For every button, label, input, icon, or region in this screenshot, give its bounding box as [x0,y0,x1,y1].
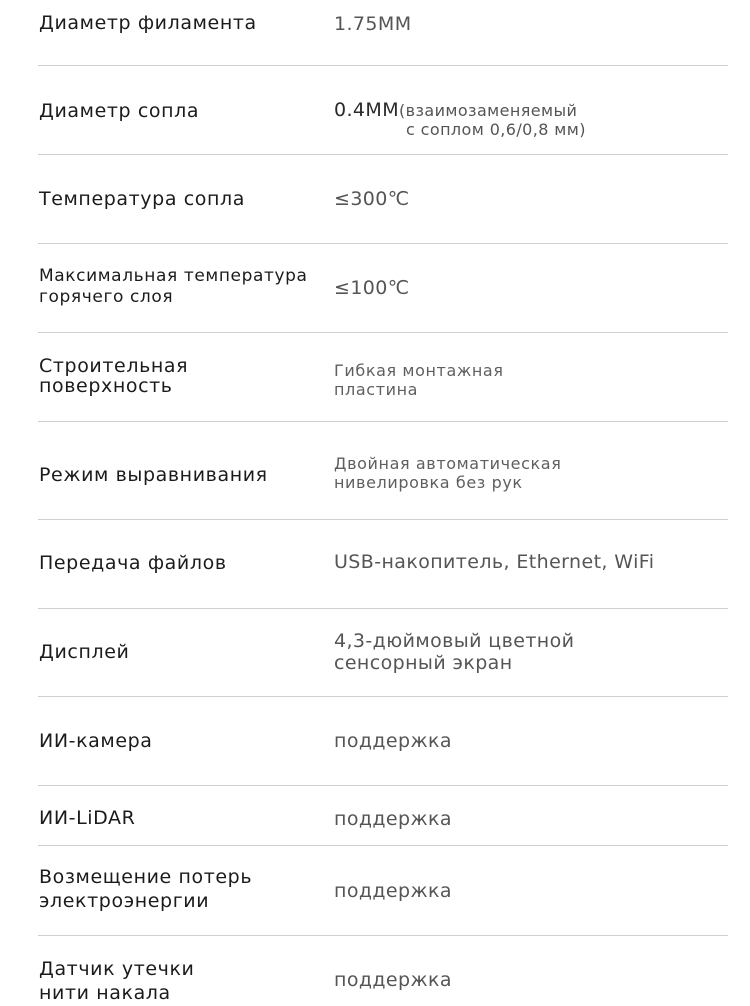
spec-value: поддержка [334,880,452,902]
spec-value: поддержка [334,808,452,830]
spec-label: Диаметр филамента [39,12,257,34]
spec-row-ai-camera [38,697,728,786]
spec-value-main: 0.4ММ [334,99,400,121]
spec-label-line: Возмещение потерь [39,866,253,888]
spec-row-hotbed-temperature [38,244,728,333]
spec-value [334,454,561,492]
spec-value-note: (взаимозаменяемый [399,101,578,120]
spec-value: 1.75ММ [334,13,412,35]
spec-label: ИИ-LiDAR [39,807,136,829]
spec-label [39,957,195,1005]
spec-value: ≤300℃ [334,188,410,210]
spec-label: Дисплей [39,641,130,663]
spec-label-line: электроэнергии [39,890,210,912]
spec-row-display [38,609,728,697]
spec-value-line: Двойная автоматическая [334,454,562,473]
spec-value-line: Гибкая монтажная [334,361,504,380]
spec-row-build-surface [38,333,728,422]
spec-label: ИИ-камера [39,730,153,752]
spec-value-line: сенсорный экран [334,652,513,674]
spec-label: Режим выравнивания [39,464,268,486]
spec-value: поддержка [334,730,452,752]
spec-label-line: Датчик утечки [39,958,195,980]
spec-row-file-transfer [38,520,728,609]
spec-label-line: Строительная [39,355,189,377]
spec-label-line: нити накала [39,982,171,1004]
spec-label-line: поверхность [39,375,173,397]
spec-label [39,266,308,308]
spec-row-ai-lidar [38,786,728,846]
spec-value: ≤100℃ [334,277,410,299]
spec-label: Температура сопла [39,188,245,210]
spec-value-line: нивелировка без рук [334,473,523,492]
spec-row-filament-sensor [38,936,728,1006]
spec-label-line: Максимальная температура [39,266,308,286]
spec-value [334,361,504,399]
spec-label: Передача файлов [39,552,227,574]
spec-value-line: пластина [334,380,419,399]
spec-value: USB-накопитель, Ethernet, WiFi [334,551,655,573]
spec-row-leveling [38,422,728,520]
spec-value [334,101,586,139]
spec-table [38,0,728,1006]
spec-label [39,356,188,396]
spec-value-line: 4,3-дюймовый цветной [334,630,575,652]
spec-value: поддержка [334,969,452,991]
spec-row-nozzle-diameter [38,66,728,155]
spec-row-nozzle-temperature [38,155,728,244]
spec-label-line: горячего слоя [39,287,174,307]
spec-label: Диаметр сопла [39,100,200,122]
spec-value [334,630,574,674]
spec-row-power-recovery [38,846,728,936]
spec-label [39,865,252,913]
spec-value-note: с соплом 0,6/0,8 мм) [406,120,586,139]
spec-row-filament-diameter [38,0,728,66]
